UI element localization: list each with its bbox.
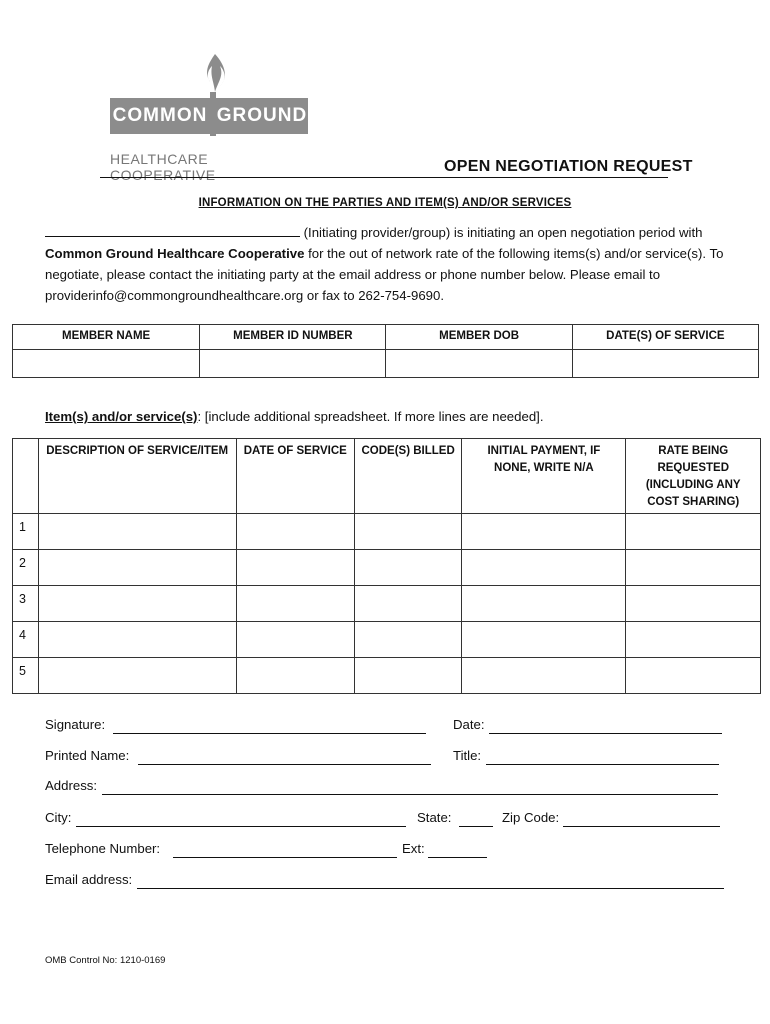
member-name-cell[interactable] — [13, 350, 200, 378]
description-cell[interactable] — [38, 514, 236, 550]
dates-of-service-header: DATE(S) OF SERVICE — [572, 325, 758, 350]
row-number: 2 — [13, 550, 39, 586]
description-cell[interactable] — [38, 550, 236, 586]
date-cell[interactable] — [236, 550, 354, 586]
member-dob-header: MEMBER DOB — [386, 325, 572, 350]
telephone-label: Telephone Number: — [45, 841, 161, 856]
city-label: City: — [45, 810, 72, 825]
codes-billed-header: CODE(S) BILLED — [354, 439, 461, 514]
logo-word-left: COMMON — [110, 98, 210, 134]
member-id-header: MEMBER ID NUMBER — [200, 325, 386, 350]
address-label: Address: — [45, 778, 98, 793]
signature-field[interactable] — [113, 733, 426, 734]
rate-cell[interactable] — [626, 586, 761, 622]
logo-word-right: GROUND — [216, 98, 308, 134]
items-label-title: Item(s) and/or service(s) — [45, 409, 198, 424]
state-field[interactable] — [459, 826, 493, 827]
initiating-provider-field[interactable] — [45, 224, 300, 237]
logo-tagline: HEALTHCARE COOPERATIVE — [110, 151, 216, 183]
date-field[interactable] — [489, 733, 722, 734]
section-heading: INFORMATION ON THE PARTIES AND ITEM(S) AND/OR SERVICES — [198, 197, 572, 209]
rate-requested-header: RATE BEING REQUESTED (INCLUDING ANY COST SHARING) — [626, 439, 761, 514]
codes-cell[interactable] — [354, 622, 461, 658]
date-of-service-header: DATE OF SERVICE — [236, 439, 354, 514]
page-title: OPEN NEGOTIATION REQUEST — [444, 158, 693, 175]
state-label: State: — [417, 810, 452, 825]
codes-cell[interactable] — [354, 514, 461, 550]
row-number-header — [13, 439, 39, 514]
date-cell[interactable] — [236, 586, 354, 622]
description-header: DESCRIPTION OF SERVICE/ITEM — [38, 439, 236, 514]
items-label — [45, 409, 543, 424]
intro-text-1: (Initiating provider/group) is initiating an open negotiation period with — [300, 225, 703, 240]
codes-cell[interactable] — [354, 658, 461, 694]
rate-cell[interactable] — [626, 514, 761, 550]
omb-control-number: OMB Control No: 1210-0169 — [45, 955, 166, 966]
date-cell[interactable] — [236, 514, 354, 550]
title-label: Title: — [453, 748, 482, 763]
items-table — [12, 438, 761, 694]
date-cell[interactable] — [236, 658, 354, 694]
date-label: Date: — [453, 717, 485, 732]
member-name-header: MEMBER NAME — [13, 325, 200, 350]
dates-of-service-cell[interactable] — [572, 350, 758, 378]
items-label-note: : [include additional spreadsheet. If more lines are needed]. — [197, 409, 544, 424]
row-number: 4 — [13, 622, 39, 658]
row-number: 1 — [13, 514, 39, 550]
description-cell[interactable] — [38, 622, 236, 658]
initial-payment-cell[interactable] — [462, 622, 626, 658]
address-field[interactable] — [102, 794, 718, 795]
date-cell[interactable] — [236, 622, 354, 658]
member-id-cell[interactable] — [200, 350, 386, 378]
city-field[interactable] — [76, 826, 406, 827]
org-name: Common Ground Healthcare Cooperative — [45, 246, 305, 261]
description-cell[interactable] — [38, 658, 236, 694]
initial-payment-cell[interactable] — [462, 586, 626, 622]
member-dob-cell[interactable] — [386, 350, 572, 378]
rate-cell[interactable] — [626, 550, 761, 586]
initial-payment-cell[interactable] — [462, 514, 626, 550]
initial-payment-header: INITIAL PAYMENT, IF NONE, WRITE N/A — [462, 439, 626, 514]
initial-payment-cell[interactable] — [462, 658, 626, 694]
codes-cell[interactable] — [354, 586, 461, 622]
row-number: 3 — [13, 586, 39, 622]
printed-name-field[interactable] — [138, 764, 431, 765]
intro-text-2: for the out of network rate of the following items(s) and/or service(s). To negotiate, please contact the initiating party at the email address or phone number below. Please email to providerinfo@commongroundhealthcare.org or fax to 262-754-9690. — [45, 246, 724, 303]
signature-label: Signature: — [45, 717, 106, 732]
email-label: Email address: — [45, 872, 133, 887]
description-cell[interactable] — [38, 586, 236, 622]
title-field[interactable] — [486, 764, 719, 765]
telephone-field[interactable] — [173, 857, 397, 858]
initial-payment-cell[interactable] — [462, 550, 626, 586]
printed-name-label: Printed Name: — [45, 748, 130, 763]
zip-field[interactable] — [563, 826, 720, 827]
company-logo — [110, 52, 310, 183]
ext-label: Ext: — [402, 841, 425, 856]
email-field[interactable] — [137, 888, 724, 889]
member-table — [12, 324, 759, 378]
intro-paragraph — [45, 222, 735, 306]
ext-field[interactable] — [428, 857, 487, 858]
title-divider — [100, 177, 668, 178]
rate-cell[interactable] — [626, 622, 761, 658]
rate-cell[interactable] — [626, 658, 761, 694]
codes-cell[interactable] — [354, 550, 461, 586]
zip-label: Zip Code: — [502, 810, 560, 825]
row-number: 5 — [13, 658, 39, 694]
